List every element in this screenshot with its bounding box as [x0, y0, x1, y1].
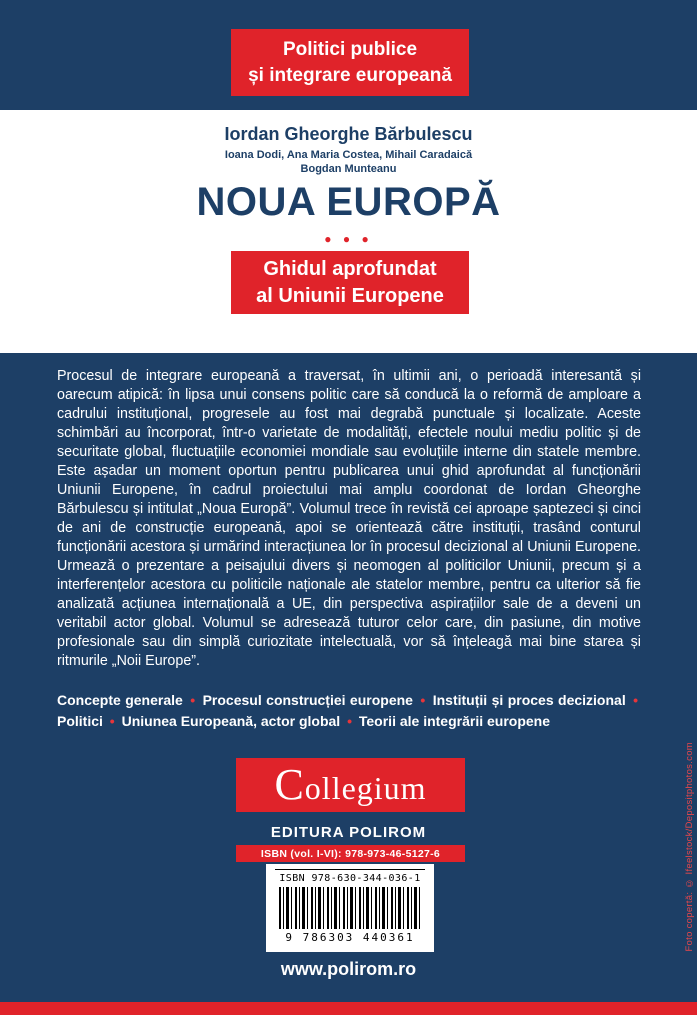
- subtitle-line-1: Ghidul aprofundat: [263, 257, 437, 280]
- bullet-separator-icon: •: [109, 713, 115, 729]
- keyword-item: Instituții și proces decizional: [432, 692, 626, 708]
- series-banner-line2: și integrare europeană: [248, 64, 452, 86]
- isbn-collection-banner: ISBN (vol. I-VI): 978-973-46-5127-6: [236, 845, 465, 862]
- bullet-separator-icon: •: [190, 692, 196, 708]
- bullet-separator-icon: •: [420, 692, 426, 708]
- title-panel: [0, 110, 697, 353]
- series-banner: [231, 29, 469, 96]
- photo-credit: Foto copertă: © Ifeelstock/Depositphotos.com: [684, 742, 695, 952]
- series-banner-line1: Politici publice: [282, 38, 418, 60]
- contributors-line-2: Bogdan Munteanu: [300, 163, 397, 175]
- publisher-name: EDITURA POLIROM: [270, 824, 427, 841]
- keyword-item: Teorii ale integrării europene: [358, 713, 551, 729]
- keyword-item: Uniunea Europeană, actor global: [121, 713, 341, 729]
- website-url: www.polirom.ro: [280, 959, 417, 979]
- collegium-logo-text: Collegium: [274, 760, 427, 809]
- barcode-number: 9 786303 440361: [285, 931, 415, 944]
- keyword-item: Procesul construcției europene: [202, 692, 413, 708]
- back-cover-description: Procesul de integrare europeană a traversat, în ultimii ani, o perioadă interesantă și oarecum atipică: în lipsa unui consens politic care să conducă la o reformă de amploare a cadrului instituțional, progresele au fost mai degrabă punctuale și localizate. Aceste schimbări au încorporat, într-o varietate de modalități, efectele noului mediu politic și de securitate global, fluctuațiile economiei mondiale sau evoluțiile interne din statele membre. Este așadar un moment oportun pentru publicarea unui ghid aprofundat al funcționării Uniunii Europene, în cadrul proiectului mai amplu coordonat de Iordan Gheorghe Bărbulescu și intitulat „Noua Europă”. Volumul trece în revistă cei aproape șaptezeci și cinci de ani de construcție europeană, apoi se orientează către instituții, trasând conturul funcționării acestora și urmărind interacțiunea lor în procesul decizional al Uniunii Europene. Urmează o prezentare a peisajului divers și neomogen al politicilor Uniunii, precum și a interferențelor acestora cu politicile naționale ale statelor membre, pentru ca ulterior să fie analizată acțiunea internațională a UE, din perspectiva aspirațiilor sale de a deveni un veritabil actor global. Volumul se adresează tuturor celor care, din pasiune, din motive profesionale sau din simplă curiozitate intelectuală, vor să înțeleagă mai bine starea și ritmurile „Noii Europe”.: [57, 368, 641, 669]
- barcode-isbn-text: ISBN 978-630-344-036-1: [275, 869, 425, 884]
- book-title: NOUA EUROPĂ: [196, 180, 501, 224]
- barcode-panel: [266, 864, 434, 952]
- title-dots-ornament: ● ● ●: [324, 232, 373, 246]
- barcode-icon: [279, 887, 421, 929]
- subtitle-banner: [231, 251, 469, 314]
- bullet-separator-icon: •: [633, 692, 639, 708]
- contributors-line-1: Ioana Dodi, Ana Maria Costea, Mihail Caradaică: [224, 149, 473, 161]
- keyword-item: Politici: [57, 713, 103, 729]
- keywords-line: [57, 690, 641, 732]
- author-name: Iordan Gheorghe Bărbulescu: [224, 124, 473, 144]
- bullet-separator-icon: •: [347, 713, 352, 729]
- keyword-item: Concepte generale: [57, 692, 183, 708]
- bottom-stripe-decoration: [0, 1002, 697, 1015]
- collegium-logo: [236, 758, 465, 812]
- subtitle-line-2: al Uniunii Europene: [256, 284, 444, 307]
